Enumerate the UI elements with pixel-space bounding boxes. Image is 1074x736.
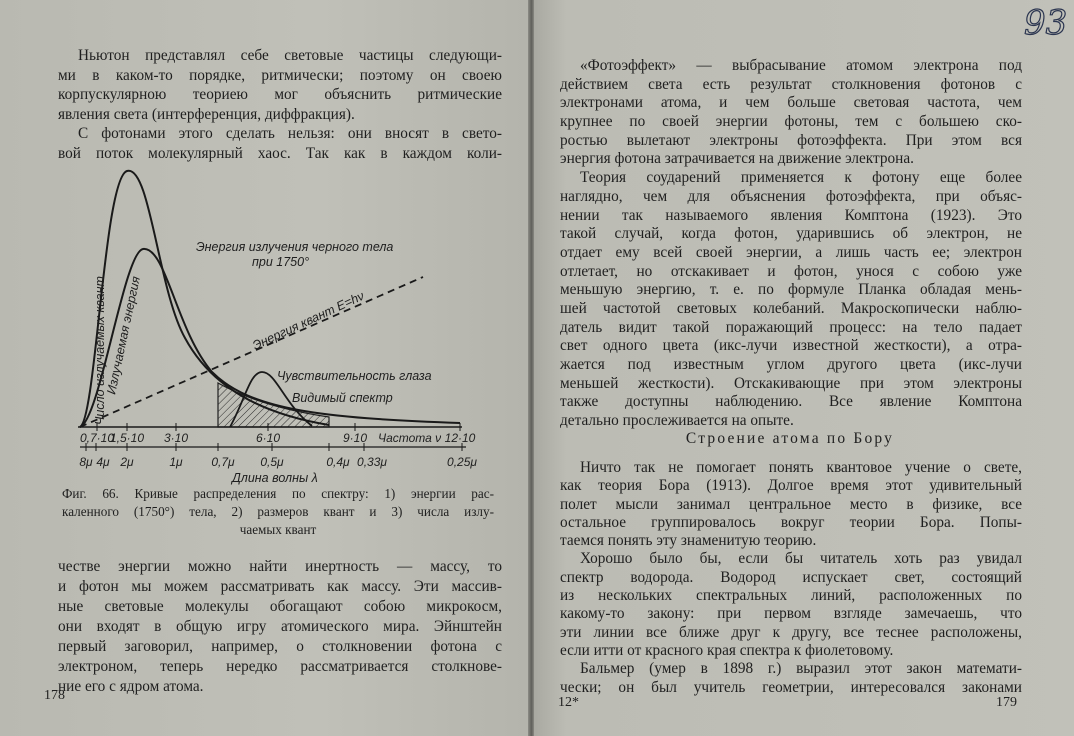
wavelength-tick-label: 1μ — [169, 455, 183, 469]
text-line: спектр водорода. Водород испускает свет, состоящий — [560, 568, 1022, 586]
text-line: корпускулярною теориею мог объяснить ритмические — [58, 86, 502, 103]
quantum-energy-label: Энергия квант E=hν — [250, 288, 367, 353]
text-line: детально прослеживается на опыте. — [560, 412, 794, 430]
text-line: остальное группировалось вокруг теории Бора. Попы- — [560, 513, 1022, 531]
text-line: отдает ему всей своей энергии, а лишь часть ее; электрон — [560, 243, 1022, 261]
text-line: также доступны наблюдению. Все явление Комптона — [560, 393, 1022, 411]
black-body-label: Энергия излучения черного тела — [196, 240, 394, 254]
wavelength-tick-label: 8μ — [79, 455, 93, 469]
wavelength-tick-label: 0,7μ — [211, 455, 235, 469]
text-line: и фотон мы можем рассматривать как массу. Эти массив- — [58, 578, 502, 595]
text-line: электронами атома, и чем больше световая частота, чем — [560, 94, 1022, 112]
handwritten-page-number — [1020, 0, 1074, 45]
text-line: нении так называемого явления Комптона (1923). Это — [560, 206, 1022, 224]
text-line: С фотонами этого сделать нельзя: они вносят в свето- — [78, 125, 502, 142]
text-line: свет одного цвета (икс-лучи известной жесткости), а отра- — [560, 337, 1022, 355]
wavelength-tick-label: 2μ — [120, 455, 134, 469]
text-line: крупнее по своей энергии фотоны, тем с большею ско- — [560, 113, 1022, 131]
spectrum-figure — [0, 0, 530, 500]
text-line: ростью вылетают электроны фотоэффекта. При этом вся — [560, 131, 1022, 149]
text-line: полет мысли занимал центральное место в физике, все — [560, 495, 1022, 513]
caption-line: чаемых квант — [239, 522, 317, 537]
text-line: ние его с ядром атома. — [58, 678, 204, 695]
text-line: Ньютон представлял себе световые частицы следующи- — [78, 47, 502, 64]
wavelength-tick-label: 0,33μ — [357, 455, 387, 469]
text-line: Ничто так не помогает понять квантовое учение о свете, — [580, 459, 1022, 476]
text-line: чески; он был учитель геометрии, интересовался законами — [560, 678, 1022, 696]
black-body-temp-label: при 1750° — [252, 255, 310, 269]
text-line: электроном, теперь нередко рассматривается столкнове- — [58, 658, 502, 675]
svg-text:93: 93 — [1024, 3, 1068, 43]
quanta-count-label: Число излучаемых квант — [93, 276, 107, 425]
frequency-tick-label: 12·10 — [444, 431, 476, 445]
left-bottom-text — [58, 557, 502, 697]
frequency-tick-label: 3·10 — [163, 431, 189, 445]
text-line: эти линии все ближе друг к другу, все теснее расположены, — [560, 623, 1022, 641]
text-line: Теория соударений применяется к фотону еще более — [580, 169, 1022, 187]
right-bottom-text — [560, 459, 1022, 697]
text-line: действием света есть результат столкновения фотонов с — [560, 75, 1022, 93]
figure-caption — [62, 485, 494, 539]
section-heading: Строение атома по Бору — [685, 430, 895, 447]
left-page — [0, 0, 530, 736]
text-line: датель видит такой поражающий процесс: на тело падает — [560, 318, 1022, 336]
wavelength-tick-label: 4μ — [96, 455, 110, 469]
text-line: наглядно, чем для объяснения фотоэффекта, при объяс- — [560, 187, 1022, 205]
text-line: меньшую энергию, т. е. по формуле Планка обладая мень- — [560, 281, 1022, 299]
page-number-left: 178 — [44, 688, 65, 703]
text-line: первый заговорил, например, о столкновении фотона с — [58, 638, 502, 655]
text-line: жается под известным углом другого цвета (икс-лучи — [560, 356, 1022, 373]
text-line: отлетает, но отскакивает и фотон, унося с собою уже — [560, 262, 1022, 280]
frequency-axis-label: Частота ν — [378, 431, 442, 445]
frequency-tick-label: 0,7·10 — [79, 431, 115, 445]
text-line: как теория Бора (1913). Долгое время этот удивительный — [560, 477, 1022, 495]
signature-mark: 12* — [558, 695, 579, 710]
eye-sensitivity-label: Чувствительность глаза — [277, 369, 432, 383]
text-line: такой случай, когда фотон, ударившись об электрон, не — [560, 225, 1022, 243]
radiated-energy-label: Излучаемая энергия — [104, 275, 143, 396]
text-line: вой поток молекулярный хаос. Так как в каждом коли- — [58, 144, 502, 162]
text-line: энергия фотона затрачивается на движение электрона. — [560, 150, 914, 168]
page-number-right: 179 — [996, 695, 1017, 710]
wavelength-axis-label: Длина волны λ — [232, 471, 318, 485]
visible-spectrum-label: Видимый спектр — [292, 391, 393, 405]
text-line: честве энергии можно найти инертность — массу, то — [58, 558, 502, 575]
right-top-text — [560, 57, 1022, 431]
text-line: шей частотой световых колебаний. Макроскопически наблю- — [560, 299, 1022, 317]
text-line: Хорошо было бы, если бы читатель хоть раз увидал — [580, 550, 1022, 568]
text-line: какому-то закону: при первом взгляде замечаешь, что — [560, 605, 1022, 623]
text-line: они входят в общую игру атомического мира. Эйнштейн — [58, 618, 502, 635]
text-line: таемся понять эту знаменитую теорию. — [560, 532, 817, 550]
text-line: явления света (интерференция, диффракция). — [58, 105, 355, 123]
text-line: «Фотоэффект» — выбрасывание атомом электрона под — [580, 57, 1022, 74]
text-line: ные световые молекулы обогащают собою микрокосм, — [58, 598, 502, 615]
wavelength-tick-label: 0,25μ — [447, 455, 477, 469]
wavelength-tick-label: 0,5μ — [260, 455, 284, 469]
frequency-tick-label: 6·10 — [255, 431, 281, 445]
text-line: если итти от красного края спектра к фиолетовому. — [560, 641, 894, 659]
caption-line: каленного (1750°) тела, 2) размеров квант и 3) числа излу- — [62, 504, 494, 519]
caption-line: Фиг. 66. Кривые распределения по спектру: 1) энергии рас- — [62, 486, 494, 501]
wavelength-tick-label: 0,4μ — [326, 455, 350, 469]
text-line: ми в каком-то порядке, ритмически; поэтому он своею — [58, 66, 502, 84]
text-line: из нескольких спектральных линий, расположенных по — [560, 587, 1022, 605]
text-line: меньшей жесткости). Отскакивающие при этом электроны — [560, 374, 1022, 392]
frequency-tick-label: 1,5·10 — [109, 431, 145, 445]
text-line: Бальмер (умер в 1898 г.) выразил этот закон математи- — [580, 660, 1022, 678]
frequency-tick-label: 9·10 — [342, 431, 368, 445]
